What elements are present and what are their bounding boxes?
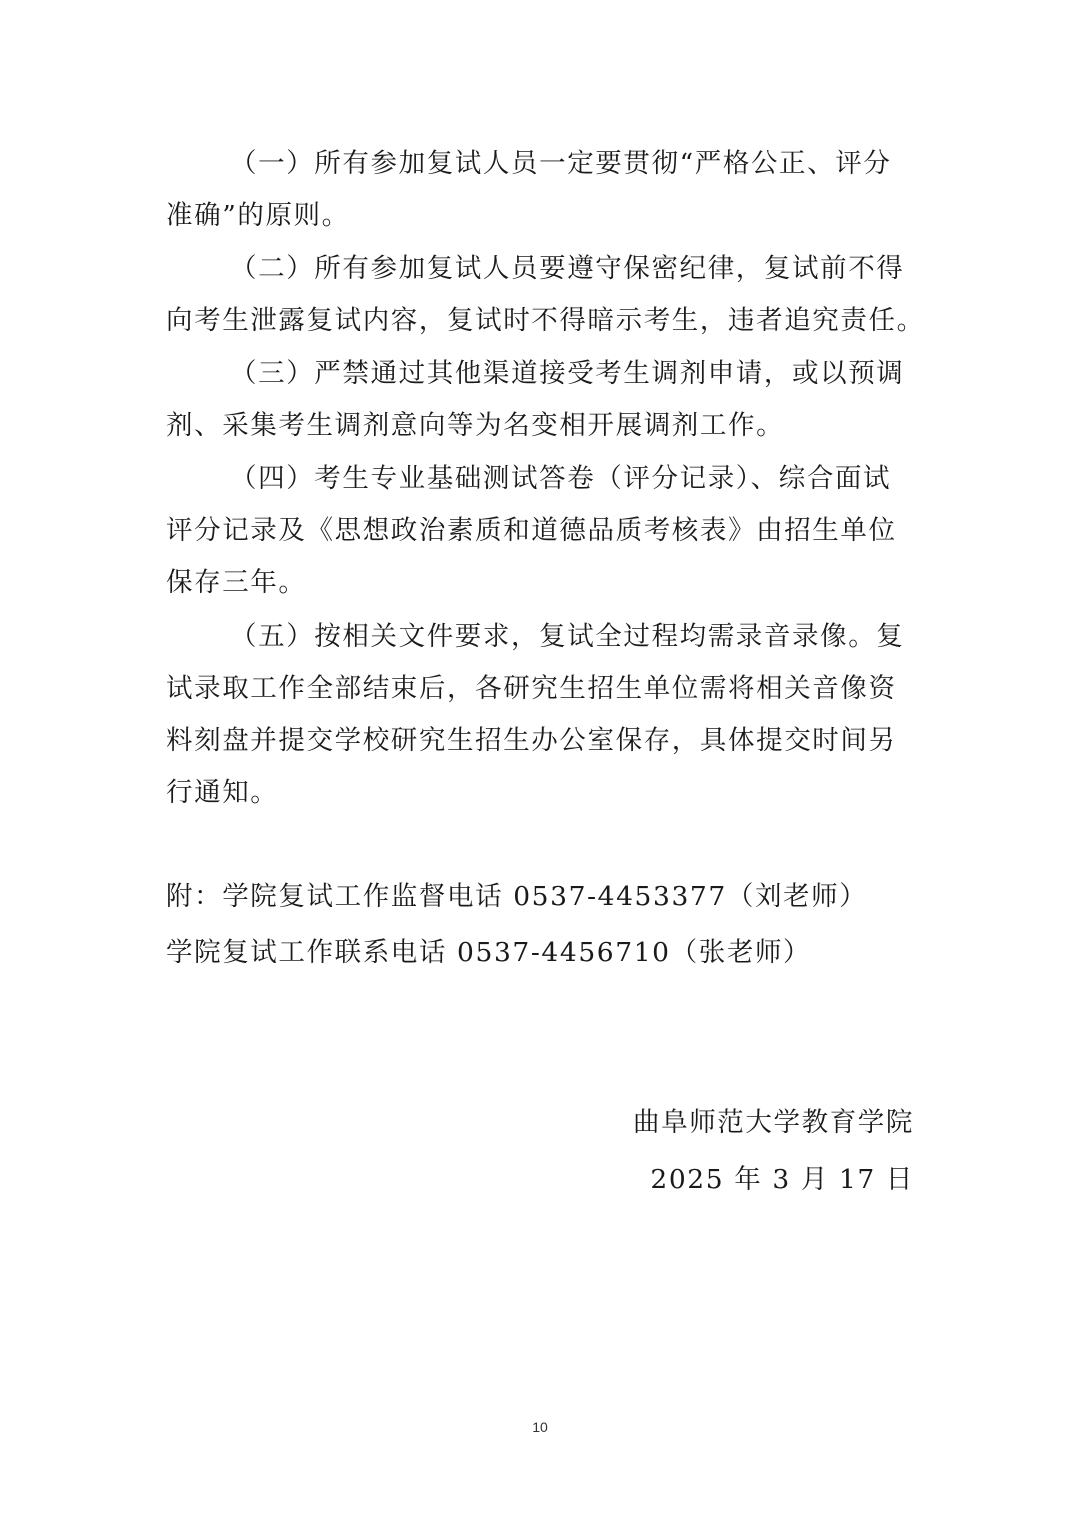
paragraph-4-line-1: （四）考生专业基础测试答卷（评分记录）、综合面试 xyxy=(230,463,892,494)
page-number: 10 xyxy=(532,1419,548,1435)
paragraph-2-line-2: 向考生泄露复试内容，复试时不得暗示考生，违者追究责任。 xyxy=(166,305,925,336)
paragraph-1-line-1: （一）所有参加复试人员一定要贯彻“严格公正、评分 xyxy=(230,148,892,179)
paragraph-3-line-1: （三）严禁通过其他渠道接受考生调剂申请，或以预调 xyxy=(230,358,905,389)
paragraph-4-line-2: 评分记录及《思想政治素质和道德品质考核表》由招生单位 xyxy=(166,515,897,546)
contact-phone-line: 学院复试工作联系电话 0537-4456710（张老师） xyxy=(166,937,812,968)
paragraph-2-line-1: （二）所有参加复试人员要遵守保密纪律，复试前不得 xyxy=(230,253,905,284)
paragraph-1-line-2: 准确”的原则。 xyxy=(166,200,350,231)
signature-organization: 曲阜师范大学教育学院 xyxy=(633,1107,914,1138)
paragraph-5-line-1: （五）按相关文件要求，复试全过程均需录音录像。复 xyxy=(230,621,905,652)
signature-date: 2025 年 3 月 17 日 xyxy=(650,1164,914,1195)
paragraph-4-line-3: 保存三年。 xyxy=(166,567,307,598)
supervision-phone-line: 附：学院复试工作监督电话 0537-4453377（刘老师） xyxy=(166,881,868,912)
paragraph-5-line-4: 行通知。 xyxy=(166,777,279,808)
paragraph-5-line-3: 料刻盘并提交学校研究生招生办公室保存，具体提交时间另 xyxy=(166,725,897,756)
paragraph-5-line-2: 试录取工作全部结束后，各研究生招生单位需将相关音像资 xyxy=(166,673,897,704)
paragraph-3-line-2: 剂、采集考生调剂意向等为名变相开展调剂工作。 xyxy=(166,410,785,441)
